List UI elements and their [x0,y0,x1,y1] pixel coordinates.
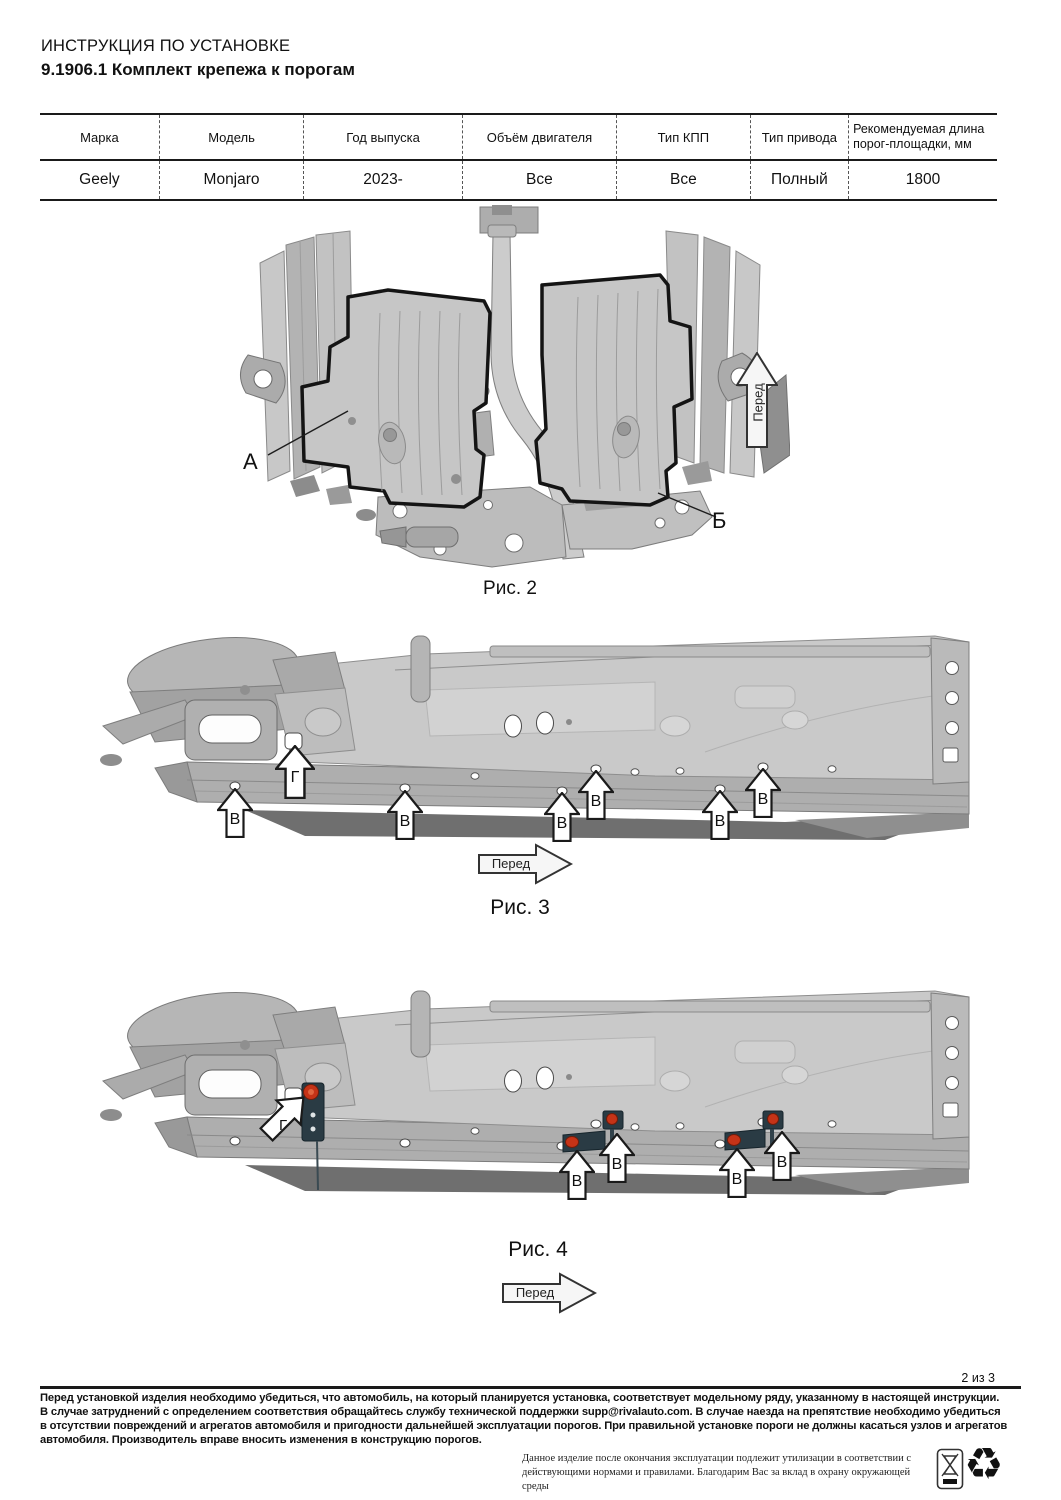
footer-warning-line: автомобиля. Производитель вправе вносить изменения в конструкцию порогов. [40,1434,482,1446]
doc-title: ИНСТРУКЦИЯ ПО УСТАНОВКЕ [41,37,291,55]
footer-rule [40,1386,1021,1389]
fig3-arrow-v [578,770,614,820]
column-header: Год выпуска [304,114,463,160]
fig2-part-label-a: А [243,449,258,474]
column-header: Модель [159,114,303,160]
arrow-label: В [556,815,568,832]
table-cell: 1800 [849,160,997,200]
fig4-direction-label: Перед [515,1285,555,1300]
arrow-label: Г [278,1117,288,1134]
fig4-sill-illustration [95,985,975,1205]
column-header: Объём двигателя [462,114,616,160]
fig3-direction-label: Перед [491,856,531,871]
fig3-arrow-v [387,790,423,840]
arrow-diagonal-icon [257,1088,313,1144]
fig3-arrow-v [745,768,781,818]
table-cell: Все [462,160,616,200]
fig2-direction-label: Перед [750,383,766,422]
fig2-underbody-illustration [230,205,790,575]
table-cell: Geely [40,160,159,200]
table-header-row [40,114,997,160]
fig3-arrow-g [275,745,315,799]
fig4-arrow-v [559,1150,595,1200]
footer-warning-line: В случае затруднений с определением соответствия обращайтесь службу технической поддержки supp@rivalauto.com. В случае наезда на препятствие необходимо убедиться [40,1406,1001,1418]
arrow-label: В [229,811,241,828]
hourglass-disposal-icon [936,1448,964,1490]
doc-subtitle: 9.1906.1 Комплект крепежа к порогам [41,60,355,79]
column-header: Тип КПП [617,114,751,160]
arrow-label: В [571,1173,583,1190]
page-number: 2 из 3 [961,1371,995,1385]
table-cell: Все [617,160,751,200]
arrow-label: В [757,791,769,808]
fig4-arrow-g [257,1088,313,1144]
arrow-label: В [399,813,411,830]
fig4-arrow-v [719,1148,755,1198]
column-header: Тип привода [750,114,848,160]
vehicle-table [40,113,997,201]
fig4-caption: Рис. 4 [508,1238,568,1261]
recycle-icon: ♻ [964,1439,1004,1490]
fig2-caption: Рис. 2 [483,578,537,599]
arrow-label: В [611,1156,623,1173]
table-cell: Полный [750,160,848,200]
arrow-label: В [714,813,726,830]
fig3-caption: Рис. 3 [490,896,550,919]
table-cell: Monjaro [159,160,303,200]
fig4-arrow-v [599,1133,635,1183]
table-row [40,160,997,200]
fig3-arrow-v [217,788,253,838]
fig3-arrow-v [544,792,580,842]
fig2-part-label-b: Б [712,508,727,533]
footer-warning-line: в отсутствии повреждений и агрегатов автомобиля и пригодности дальнейшей эксплуатации порогов. При правильной установке пороги не должны касаться узлов и агрегатов [40,1420,1008,1432]
footer-warning-line: Перед установкой изделия необходимо убедиться, что автомобиль, на который планируется установка, соответствует модельному ряду, указанному в настоящей инструкции. [40,1392,1000,1404]
column-header: Рекомендуемая длина порог-площадки, мм [849,114,997,160]
disposal-note: Данное изделие после окончания эксплуатации подлежит утилизации в соответствии с действующими нормами и правилами. Благодарим Вас за вклад в охрану окружающей среды [522,1453,912,1492]
fig3-arrow-v [702,790,738,840]
fig4-arrow-v [764,1131,800,1181]
column-header: Марка [40,114,159,160]
table-cell: 2023- [304,160,463,200]
arrow-label: Г [290,769,300,786]
arrow-label: В [590,793,602,810]
arrow-label: В [776,1154,788,1171]
arrow-label: В [731,1171,743,1188]
